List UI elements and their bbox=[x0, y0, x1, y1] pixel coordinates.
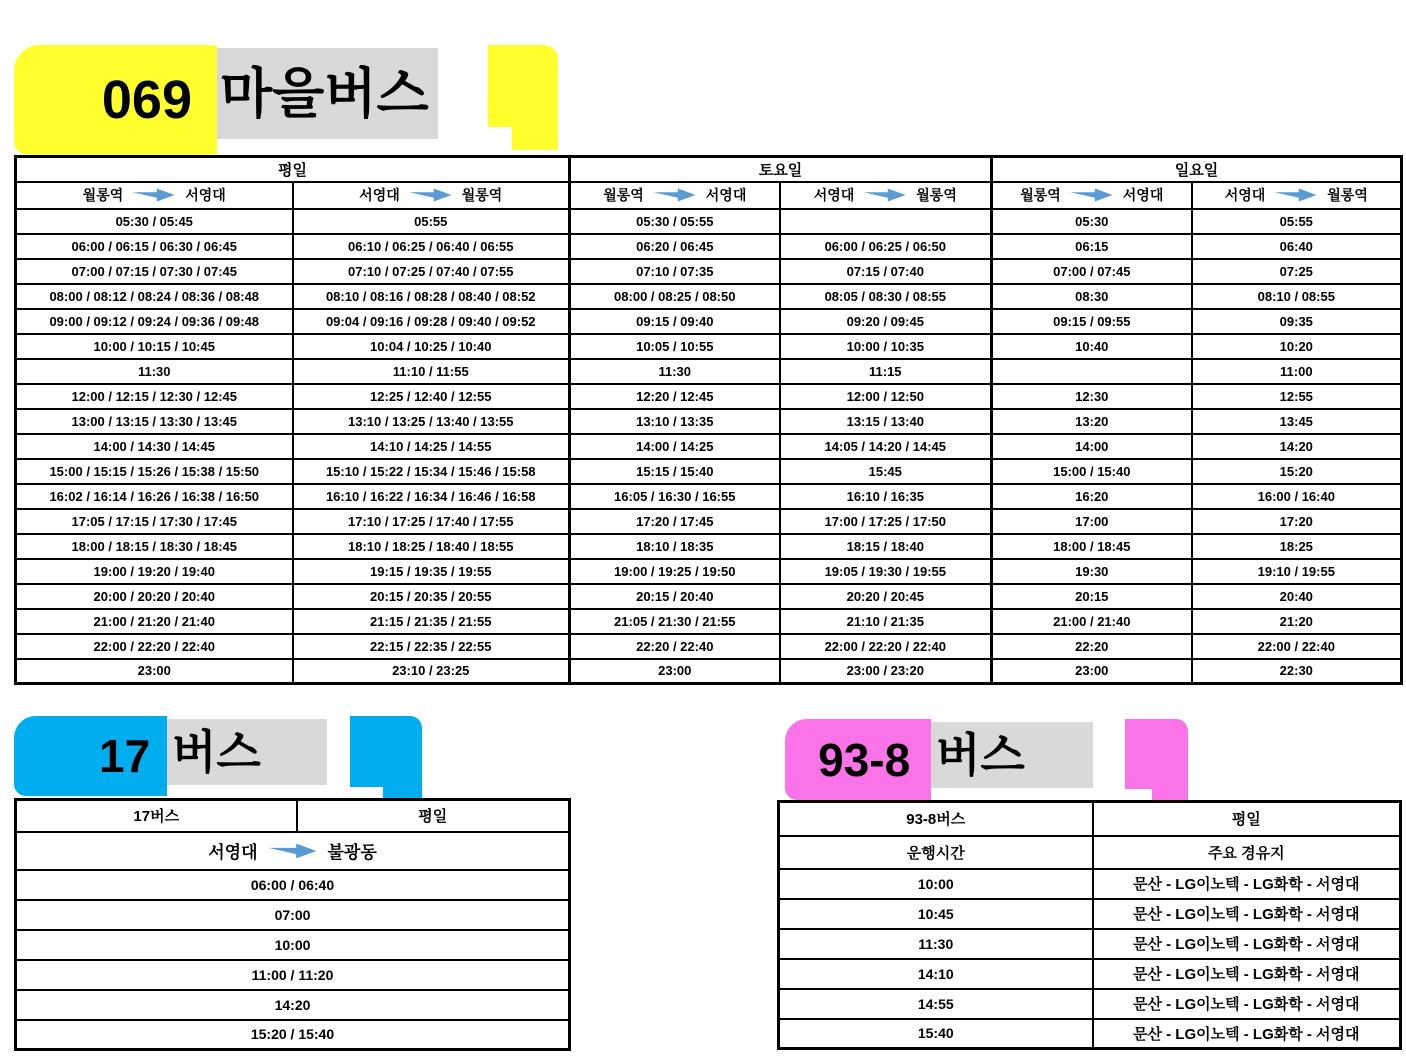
bus-93-8-col-header: 93-8버스 bbox=[779, 802, 1093, 836]
time-cell: 15:40 bbox=[779, 1019, 1093, 1049]
timetable-row bbox=[16, 870, 570, 900]
time-cell: 20:15 bbox=[992, 584, 1192, 609]
time-cell: 17:05 / 17:15 / 17:30 / 17:45 bbox=[16, 509, 293, 534]
timetable-row bbox=[779, 989, 1401, 1019]
time-cell: 14:00 / 14:30 / 14:45 bbox=[16, 434, 293, 459]
time-cell: 07:10 / 07:25 / 07:40 / 07:55 bbox=[293, 259, 570, 284]
time-cell: 18:10 / 18:25 / 18:40 / 18:55 bbox=[293, 534, 570, 559]
time-cell: 08:30 bbox=[992, 284, 1192, 309]
time-cell: 17:00 / 17:25 / 17:50 bbox=[780, 509, 992, 534]
time-cell: 10:00 bbox=[779, 869, 1093, 899]
time-cell: 22:20 / 22:40 bbox=[570, 634, 780, 659]
timetable-row bbox=[16, 284, 1402, 309]
time-cell: 07:25 bbox=[1192, 259, 1402, 284]
right-arrow-icon bbox=[863, 188, 907, 202]
time-cell bbox=[992, 359, 1192, 384]
route-cell: 문산 - LG이노텍 - LG화학 - 서영대 bbox=[1093, 1019, 1401, 1049]
direction-from: 서영대 bbox=[359, 187, 400, 203]
time-cell: 06:00 / 06:25 / 06:50 bbox=[780, 234, 992, 259]
time-cell: 11:30 bbox=[779, 929, 1093, 959]
time-cell: 20:15 / 20:35 / 20:55 bbox=[293, 584, 570, 609]
time-cell: 19:30 bbox=[992, 559, 1192, 584]
direction-header bbox=[293, 182, 570, 209]
direction-to: 서영대 bbox=[1122, 187, 1164, 203]
time-cell: 11:10 / 11:55 bbox=[293, 359, 570, 384]
decoration-tail bbox=[512, 127, 558, 150]
time-cell: 07:15 / 07:40 bbox=[780, 259, 992, 284]
time-cell: 19:05 / 19:30 / 19:55 bbox=[780, 559, 992, 584]
timetable-row bbox=[16, 334, 1402, 359]
time-cell: 14:20 bbox=[1192, 434, 1402, 459]
time-cell: 20:00 / 20:20 / 20:40 bbox=[16, 584, 293, 609]
time-cell: 21:20 bbox=[1192, 609, 1402, 634]
time-cell: 21:00 / 21:20 / 21:40 bbox=[16, 609, 293, 634]
time-cell: 07:10 / 07:35 bbox=[570, 259, 780, 284]
time-col-header: 운행시간 bbox=[779, 836, 1093, 869]
time-cell bbox=[780, 209, 992, 234]
time-cell: 05:30 / 05:45 bbox=[16, 209, 293, 234]
route-cell: 문산 - LG이노텍 - LG화학 - 서영대 bbox=[1093, 989, 1401, 1019]
time-cell: 08:00 / 08:25 / 08:50 bbox=[570, 284, 780, 309]
time-cell: 15:20 bbox=[1192, 459, 1402, 484]
time-cell: 07:00 / 07:45 bbox=[992, 259, 1192, 284]
bus-93-8-number-highlight bbox=[785, 719, 931, 800]
decoration-block bbox=[488, 45, 558, 127]
direction-from: 서영대 bbox=[813, 187, 855, 203]
direction-from: 서영대 bbox=[208, 843, 258, 862]
timetable-row bbox=[16, 459, 1402, 484]
timetable-row bbox=[16, 534, 1402, 559]
timetable-row bbox=[16, 359, 1402, 384]
time-cell: 06:00 / 06:40 bbox=[16, 870, 570, 900]
direction-to: 불광동 bbox=[327, 843, 377, 862]
time-cell: 14:00 / 14:25 bbox=[570, 434, 780, 459]
bus-069-suffix-highlight bbox=[217, 48, 438, 139]
time-cell: 13:15 / 13:40 bbox=[780, 409, 992, 434]
time-cell: 18:00 / 18:15 / 18:30 / 18:45 bbox=[16, 534, 293, 559]
corner-decoration-pink bbox=[1125, 719, 1188, 801]
time-cell: 11:30 bbox=[16, 359, 293, 384]
time-cell: 20:15 / 20:40 bbox=[570, 584, 780, 609]
direction-header bbox=[1192, 182, 1402, 209]
right-arrow-icon bbox=[1274, 188, 1318, 202]
time-cell: 11:00 / 11:20 bbox=[16, 960, 570, 990]
timetable-row bbox=[16, 930, 570, 960]
time-cell: 09:15 / 09:40 bbox=[570, 309, 780, 334]
time-cell: 07:00 bbox=[16, 900, 570, 930]
time-cell: 09:20 / 09:45 bbox=[780, 309, 992, 334]
time-cell: 19:00 / 19:20 / 19:40 bbox=[16, 559, 293, 584]
direction-header bbox=[780, 182, 992, 209]
bus-93-8-suffix-highlight bbox=[931, 722, 1093, 788]
time-cell: 10:40 bbox=[992, 334, 1192, 359]
time-cell: 12:00 / 12:50 bbox=[780, 384, 992, 409]
decoration-block bbox=[1125, 719, 1188, 789]
bus-069-title bbox=[14, 45, 438, 155]
direction-to: 월롱역 bbox=[1327, 187, 1368, 203]
bus-93-8-title bbox=[785, 719, 1093, 800]
time-cell: 12:00 / 12:15 / 12:30 / 12:45 bbox=[16, 384, 293, 409]
time-cell: 12:55 bbox=[1192, 384, 1402, 409]
time-cell: 14:00 bbox=[992, 434, 1192, 459]
time-cell: 22:00 / 22:20 / 22:40 bbox=[16, 634, 293, 659]
time-cell: 09:00 / 09:12 / 09:24 / 09:36 / 09:48 bbox=[16, 309, 293, 334]
day-header: 일요일 bbox=[992, 157, 1402, 182]
time-cell: 15:15 / 15:40 bbox=[570, 459, 780, 484]
right-arrow-icon bbox=[653, 188, 697, 202]
time-cell: 05:30 / 05:55 bbox=[570, 209, 780, 234]
time-cell: 08:05 / 08:30 / 08:55 bbox=[780, 284, 992, 309]
corner-decoration-blue bbox=[350, 716, 422, 807]
time-cell: 06:00 / 06:15 / 06:30 / 06:45 bbox=[16, 234, 293, 259]
time-cell: 18:00 / 18:45 bbox=[992, 534, 1192, 559]
bus-17-number: 17 bbox=[99, 730, 163, 782]
timetable-row bbox=[16, 990, 570, 1020]
timetable-row bbox=[779, 1019, 1401, 1049]
timetable-row bbox=[16, 409, 1402, 434]
time-cell: 08:00 / 08:12 / 08:24 / 08:36 / 08:48 bbox=[16, 284, 293, 309]
time-cell: 17:20 / 17:45 bbox=[570, 509, 780, 534]
bus-93-8-day-header: 평일 bbox=[1093, 802, 1401, 836]
route-cell: 문산 - LG이노텍 - LG화학 - 서영대 bbox=[1093, 929, 1401, 959]
right-arrow-icon bbox=[409, 188, 453, 202]
bus-17-day-header: 평일 bbox=[297, 800, 570, 832]
bus-17-number-highlight bbox=[14, 716, 167, 796]
time-cell: 09:04 / 09:16 / 09:28 / 09:40 / 09:52 bbox=[293, 309, 570, 334]
route-cell: 문산 - LG이노텍 - LG화학 - 서영대 bbox=[1093, 899, 1401, 929]
direction-from: 월롱역 bbox=[82, 187, 124, 203]
time-cell: 18:10 / 18:35 bbox=[570, 534, 780, 559]
time-cell: 06:20 / 06:45 bbox=[570, 234, 780, 259]
bus-93-8-number: 93-8 bbox=[818, 733, 923, 786]
timetable-row bbox=[16, 309, 1402, 334]
time-cell: 19:00 / 19:25 / 19:50 bbox=[570, 559, 780, 584]
time-cell: 05:55 bbox=[1192, 209, 1402, 234]
timetable-row bbox=[16, 209, 1402, 234]
time-cell: 09:35 bbox=[1192, 309, 1402, 334]
direction-to: 월롱역 bbox=[916, 187, 957, 203]
time-cell: 21:00 / 21:40 bbox=[992, 609, 1192, 634]
time-cell: 08:10 / 08:16 / 08:28 / 08:40 / 08:52 bbox=[293, 284, 570, 309]
time-cell: 20:20 / 20:45 bbox=[780, 584, 992, 609]
time-cell: 12:25 / 12:40 / 12:55 bbox=[293, 384, 570, 409]
time-cell: 11:15 bbox=[780, 359, 992, 384]
timetable-row bbox=[16, 509, 1402, 534]
corner-decoration-yellow bbox=[488, 45, 558, 150]
bus-069-number-highlight bbox=[14, 45, 217, 155]
time-cell: 10:04 / 10:25 / 10:40 bbox=[293, 334, 570, 359]
time-cell: 15:10 / 15:22 / 15:34 / 15:46 / 15:58 bbox=[293, 459, 570, 484]
direction-header bbox=[16, 182, 293, 209]
bus-17-col-header: 17버스 bbox=[16, 800, 297, 832]
time-cell: 13:00 / 13:15 / 13:30 / 13:45 bbox=[16, 409, 293, 434]
bus-93-8-suffix: 버스 bbox=[936, 729, 1025, 781]
time-cell: 13:10 / 13:25 / 13:40 / 13:55 bbox=[293, 409, 570, 434]
time-cell: 21:05 / 21:30 / 21:55 bbox=[570, 609, 780, 634]
timetable-row bbox=[16, 900, 570, 930]
direction-from: 서영대 bbox=[1224, 187, 1266, 203]
direction-to: 월롱역 bbox=[461, 187, 503, 203]
time-cell: 15:20 / 15:40 bbox=[16, 1020, 570, 1050]
direction-from: 월롱역 bbox=[1020, 187, 1061, 203]
bus-17-title bbox=[14, 716, 327, 796]
time-cell: 10:20 bbox=[1192, 334, 1402, 359]
right-arrow-icon bbox=[132, 188, 176, 202]
timetable-row bbox=[16, 584, 1402, 609]
time-cell: 14:55 bbox=[779, 989, 1093, 1019]
time-cell: 19:15 / 19:35 / 19:55 bbox=[293, 559, 570, 584]
time-cell: 11:30 bbox=[570, 359, 780, 384]
time-cell: 12:30 bbox=[992, 384, 1192, 409]
time-cell: 16:05 / 16:30 / 16:55 bbox=[570, 484, 780, 509]
route-cell: 문산 - LG이노텍 - LG화학 - 서영대 bbox=[1093, 869, 1401, 899]
time-cell: 19:10 / 19:55 bbox=[1192, 559, 1402, 584]
timetable-93-8 bbox=[777, 800, 1402, 1050]
time-cell: 18:25 bbox=[1192, 534, 1402, 559]
time-cell: 05:30 bbox=[992, 209, 1192, 234]
timetable-row bbox=[16, 1020, 570, 1050]
time-cell: 15:00 / 15:15 / 15:26 / 15:38 / 15:50 bbox=[16, 459, 293, 484]
timetable-069 bbox=[14, 155, 1403, 685]
time-cell: 16:10 / 16:22 / 16:34 / 16:46 / 16:58 bbox=[293, 484, 570, 509]
day-header: 토요일 bbox=[570, 157, 992, 182]
time-cell: 05:55 bbox=[293, 209, 570, 234]
time-cell: 21:15 / 21:35 / 21:55 bbox=[293, 609, 570, 634]
timetable-row bbox=[779, 869, 1401, 899]
route-cell: 문산 - LG이노텍 - LG화학 - 서영대 bbox=[1093, 959, 1401, 989]
direction-to: 서영대 bbox=[705, 187, 747, 203]
time-cell: 23:10 / 23:25 bbox=[293, 659, 570, 684]
bus-17-suffix-highlight bbox=[167, 719, 327, 785]
time-cell: 15:45 bbox=[780, 459, 992, 484]
timetable-row bbox=[779, 959, 1401, 989]
time-cell: 16:10 / 16:35 bbox=[780, 484, 992, 509]
time-cell: 06:15 bbox=[992, 234, 1192, 259]
time-cell: 23:00 bbox=[992, 659, 1192, 684]
time-cell: 22:30 bbox=[1192, 659, 1402, 684]
right-arrow-icon bbox=[1070, 188, 1114, 202]
timetable-row bbox=[16, 484, 1402, 509]
time-cell: 20:40 bbox=[1192, 584, 1402, 609]
time-cell: 23:00 / 23:20 bbox=[780, 659, 992, 684]
direction-from: 월롱역 bbox=[603, 187, 644, 203]
time-cell: 18:15 / 18:40 bbox=[780, 534, 992, 559]
time-cell: 09:15 / 09:55 bbox=[992, 309, 1192, 334]
direction-header bbox=[16, 832, 570, 870]
timetable-row bbox=[16, 259, 1402, 284]
time-cell: 14:20 bbox=[16, 990, 570, 1020]
timetable-row bbox=[779, 899, 1401, 929]
timetable-row bbox=[16, 659, 1402, 684]
timetable-row bbox=[16, 234, 1402, 259]
time-cell: 23:00 bbox=[16, 659, 293, 684]
time-cell: 10:45 bbox=[779, 899, 1093, 929]
right-arrow-icon bbox=[267, 843, 319, 859]
time-cell: 13:45 bbox=[1192, 409, 1402, 434]
time-cell: 06:10 / 06:25 / 06:40 / 06:55 bbox=[293, 234, 570, 259]
time-cell: 06:40 bbox=[1192, 234, 1402, 259]
time-cell: 22:15 / 22:35 / 22:55 bbox=[293, 634, 570, 659]
time-cell: 13:10 / 13:35 bbox=[570, 409, 780, 434]
time-cell: 17:20 bbox=[1192, 509, 1402, 534]
time-cell: 12:20 / 12:45 bbox=[570, 384, 780, 409]
timetable-row bbox=[16, 960, 570, 990]
timetable-row bbox=[16, 609, 1402, 634]
time-cell: 16:02 / 16:14 / 16:26 / 16:38 / 16:50 bbox=[16, 484, 293, 509]
decoration-block bbox=[350, 716, 422, 787]
time-cell: 17:00 bbox=[992, 509, 1192, 534]
time-cell: 22:20 bbox=[992, 634, 1192, 659]
direction-to: 서영대 bbox=[185, 187, 226, 203]
timetable-row bbox=[16, 634, 1402, 659]
time-cell: 08:10 / 08:55 bbox=[1192, 284, 1402, 309]
day-header: 평일 bbox=[16, 157, 570, 182]
direction-header bbox=[570, 182, 780, 209]
time-cell: 21:10 / 21:35 bbox=[780, 609, 992, 634]
time-cell: 10:00 / 10:35 bbox=[780, 334, 992, 359]
time-cell: 16:00 / 16:40 bbox=[1192, 484, 1402, 509]
timetable-row bbox=[16, 434, 1402, 459]
time-cell: 10:00 / 10:15 / 10:45 bbox=[16, 334, 293, 359]
bus-069-suffix: 마을버스 bbox=[220, 63, 429, 124]
time-cell: 13:20 bbox=[992, 409, 1192, 434]
time-cell: 10:05 / 10:55 bbox=[570, 334, 780, 359]
time-cell: 07:00 / 07:15 / 07:30 / 07:45 bbox=[16, 259, 293, 284]
time-cell: 10:00 bbox=[16, 930, 570, 960]
time-cell: 23:00 bbox=[570, 659, 780, 684]
time-cell: 22:00 / 22:20 / 22:40 bbox=[780, 634, 992, 659]
time-cell: 14:10 / 14:25 / 14:55 bbox=[293, 434, 570, 459]
bus-069-number: 069 bbox=[101, 70, 207, 130]
time-cell: 11:00 bbox=[1192, 359, 1402, 384]
timetable-row bbox=[16, 384, 1402, 409]
route-col-header: 주요 경유지 bbox=[1093, 836, 1401, 869]
time-cell: 17:10 / 17:25 / 17:40 / 17:55 bbox=[293, 509, 570, 534]
timetable-row bbox=[16, 559, 1402, 584]
timetable-row bbox=[779, 929, 1401, 959]
timetable-17 bbox=[14, 798, 571, 1051]
time-cell: 15:00 / 15:40 bbox=[992, 459, 1192, 484]
time-cell: 14:05 / 14:20 / 14:45 bbox=[780, 434, 992, 459]
time-cell: 22:00 / 22:40 bbox=[1192, 634, 1402, 659]
time-cell: 14:10 bbox=[779, 959, 1093, 989]
bus-17-suffix: 버스 bbox=[172, 726, 261, 778]
direction-header bbox=[992, 182, 1192, 209]
time-cell: 16:20 bbox=[992, 484, 1192, 509]
